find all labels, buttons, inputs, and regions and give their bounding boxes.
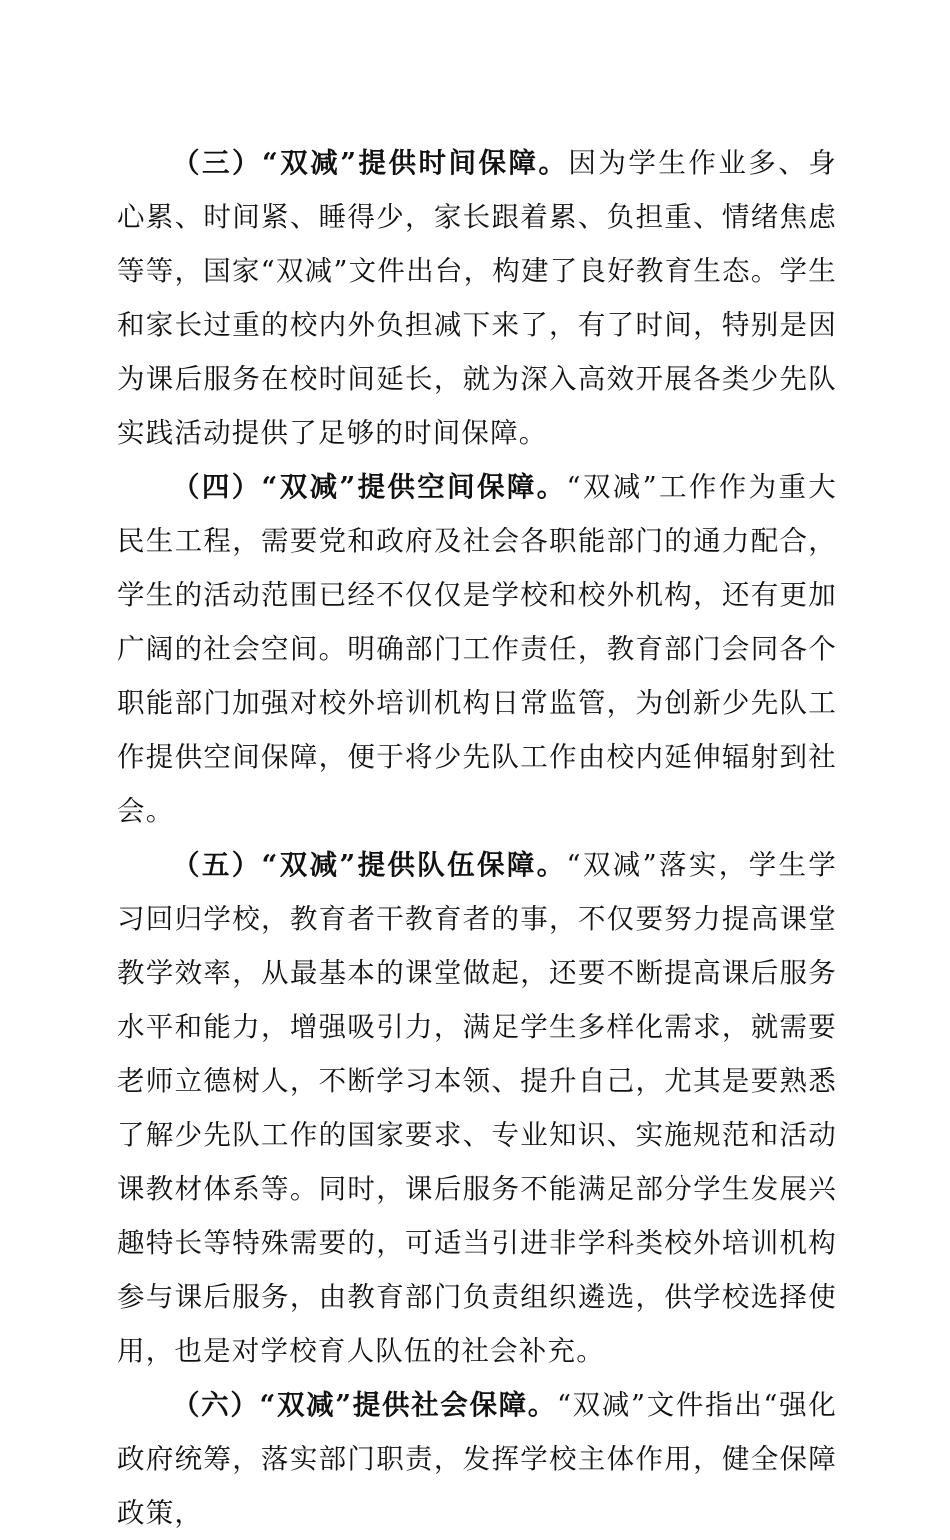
paragraph-heading: （四）“双减”提供空间保障。 bbox=[172, 471, 567, 503]
document-body bbox=[117, 136, 837, 1540]
paragraph-text: “双减”落实，学生学习回归学校，教育者干教育者的事，不仅要努力提高课堂教学效率，从最基本的课堂做起，还要不断提高课后服务水平和能力，增强吸引力，满足学生多样化需求，就需要老师立德树人，不断学习本领、提升自己，尤其是要熟悉了解少先队工作的国家要求、专业知识、实施规范和活动课教材体系等。同时，课后服务不能满足部分学生发展兴趣特长等特殊需要的，可适当引进非学科类校外培训机构参与课后服务，由教育部门负责组织遴选，供学校选择使用，也是对学校育人队伍的社会补充。 bbox=[117, 849, 837, 1367]
paragraph-space-guarantee bbox=[117, 460, 837, 838]
paragraph-text: “双减”文件指出“强化政府统筹，落实部门职责，发挥学校主体作用，健全保障政策， bbox=[117, 1389, 837, 1529]
paragraph-heading: （六）“双减”提供社会保障。 bbox=[172, 1389, 557, 1421]
paragraph-team-guarantee bbox=[117, 838, 837, 1378]
paragraph-time-guarantee bbox=[117, 136, 837, 460]
paragraph-heading: （三）“双减”提供时间保障。 bbox=[172, 147, 569, 179]
paragraph-text: “双减”工作作为重大民生工程，需要党和政府及社会各职能部门的通力配合，学生的活动范围已经不仅仅是学校和校外机构，还有更加广阔的社会空间。明确部门工作责任，教育部门会同各个职能部门加强对校外培训机构日常监管，为创新少先队工作提供空间保障，便于将少先队工作由校内延伸辐射到社会。 bbox=[117, 471, 837, 827]
paragraph-heading: （五）“双减”提供队伍保障。 bbox=[172, 849, 567, 881]
paragraph-text: 因为学生作业多、身心累、时间紧、睡得少，家长跟着累、负担重、情绪焦虑等等，国家“双减”文件出台，构建了良好教育生态。学生和家长过重的校内外负担减下来了，有了时间，特别是因为课后服务在校时间延长，就为深入高效开展各类少先队实践活动提供了足够的时间保障。 bbox=[117, 147, 837, 449]
paragraph-social-guarantee bbox=[117, 1378, 837, 1540]
